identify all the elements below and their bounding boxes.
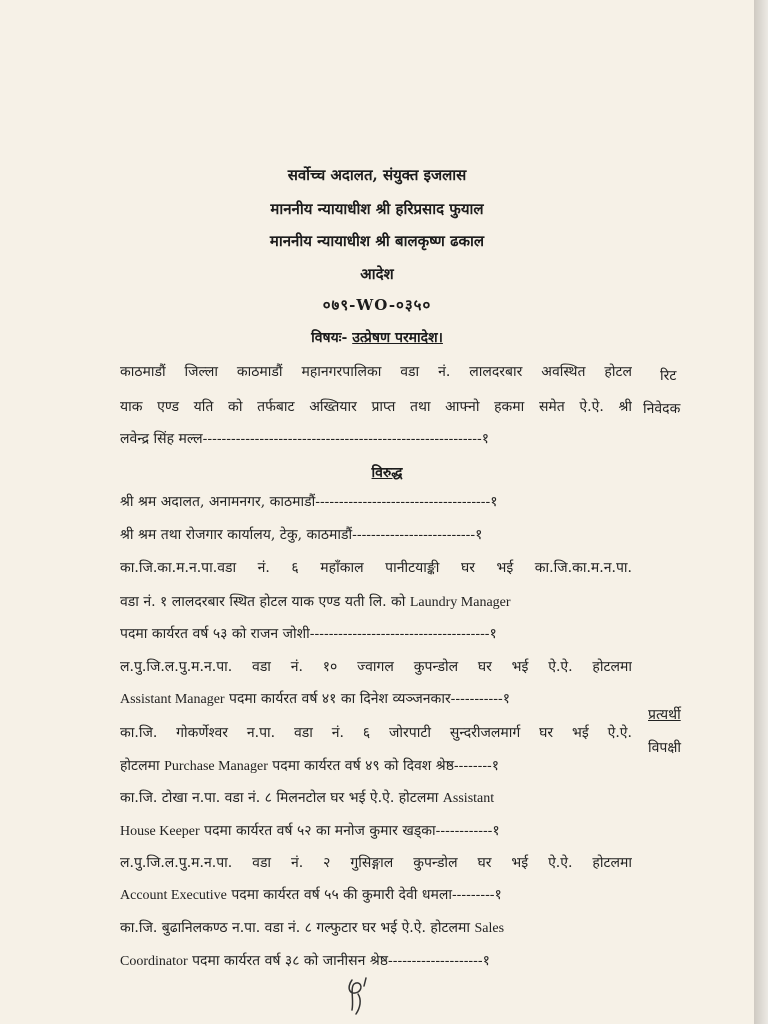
respondent-4-name: पदमा कार्यरत वर्ष ४१ का दिनेश व्यञ्जनकार-----------१ xyxy=(224,691,510,707)
subject-line xyxy=(0,328,754,347)
respondent-6-title-start: Assistant xyxy=(442,791,495,806)
judge-one: माननीय न्यायाधीश श्री हरिप्रसाद फुयाल xyxy=(270,200,484,218)
versus-heading: विरुद्ध xyxy=(371,465,403,481)
respondent-4-title: Assistant Manager xyxy=(120,692,225,707)
petitioner-line-3: लवेन्द्र सिंह मल्ल-----------------------------------------------------------१ xyxy=(120,431,490,447)
respondent-8-line-2 xyxy=(120,951,632,970)
respondent-2: श्री श्रम तथा रोजगार कार्यालय, टेकु, काठमाडौं--------------------------१ xyxy=(120,527,483,543)
respondent-5-prefix: होटलमा xyxy=(120,758,165,774)
respondent-8-line-1 xyxy=(120,918,632,937)
respondent-3-address: वडा नं. १ लालदरबार स्थित होटल याक एण्ड यती लि. को xyxy=(120,594,410,610)
respondent-7-line-2 xyxy=(120,885,632,904)
respondent-6-line-1 xyxy=(120,788,632,807)
respondent-6-name: पदमा कार्यरत वर्ष ५२ का मनोज कुमार खड्का------------१ xyxy=(199,823,500,839)
respondent-3-line-1: का.जि.का.म.न.पा.वडा नं. ६ महाँकाल पानीटयाङ्की घर भई का.जि.का.म.न.पा. xyxy=(120,560,632,576)
judge-two: माननीय न्यायाधीश श्री बालकृष्ण ढकाल xyxy=(269,232,485,250)
respondent-5-line-2 xyxy=(120,756,632,775)
signature-mark xyxy=(340,970,380,1018)
respondent-7-name: पदमा कार्यरत वर्ष ५५ की कुमारी देवी धमला---------१ xyxy=(226,887,502,903)
respondent-8-title-start: Sales xyxy=(474,921,505,936)
respondent-role-1: प्रत्यर्थी xyxy=(648,707,681,723)
respondent-5-name: पदमा कार्यरत वर्ष ४९ को दिवश श्रेष्ठ--------१ xyxy=(267,758,500,774)
page-edge xyxy=(754,0,768,1024)
respondent-1: श्री श्रम अदालत, अनामनगर, काठमाडौं-------------------------------------१ xyxy=(120,494,498,510)
respondent-8-name: पदमा कार्यरत वर्ष ३८ को जानीसन श्रेष्ठ--------------------१ xyxy=(187,953,490,969)
respondent-7-title: Account Executive xyxy=(120,888,227,903)
order-heading: आदेश xyxy=(360,265,394,283)
petitioner-role-1: रिट xyxy=(660,368,677,384)
case-number: ०७९-WO-०३५० xyxy=(322,296,432,314)
respondent-5-line-1: का.जि. गोकर्णेश्वर न.पा. वडा नं. ६ जोरपाटी सुन्दरीजलमार्ग घर भई ऐ.ऐ. xyxy=(120,725,632,741)
petitioner-line-1: काठमाडौं जिल्ला काठमाडौं महानगरपालिका वडा नं. लालदरबार अवस्थित होटल xyxy=(120,364,632,380)
subject-label: विषयः- xyxy=(311,330,348,346)
court-title: सर्वोच्च अदालत, संयुक्त इजलास xyxy=(287,166,467,184)
petitioner-role-2: निवेदक xyxy=(643,401,681,417)
petitioner-line-2: याक एण्ड यति को तर्फबाट अख्तियार प्राप्त तथा आफ्नो हकमा समेत ऐ.ऐ. श्री xyxy=(120,399,632,415)
respondent-3-line-3: पदमा कार्यरत वर्ष ५३ को राजन जोशी--------------------------------------१ xyxy=(120,626,497,642)
respondent-4-line-1: ल.पु.जि.ल.पु.म.न.पा. वडा नं. १० ज्वागल कुपन्डोल घर भई ऐ.ऐ. होटलमा xyxy=(120,659,632,675)
respondent-6-title-end: House Keeper xyxy=(120,824,200,839)
respondent-3-title: Laundry Manager xyxy=(409,595,511,610)
respondent-8-address: का.जि. बुढानिलकण्ठ न.पा. वडा नं. ८ गल्फुटार घर भई ऐ.ऐ. होटलमा xyxy=(120,920,475,936)
respondent-6-line-2 xyxy=(120,821,632,840)
respondent-8-title-end: Coordinator xyxy=(120,954,188,969)
respondent-4-line-2 xyxy=(120,689,632,708)
respondent-5-title: Purchase Manager xyxy=(164,759,268,774)
respondent-6-address: का.जि. टोखा न.पा. वडा नं. ८ मिलनटोल घर भई ऐ.ऐ. होटलमा xyxy=(120,790,443,806)
respondent-role-2: विपक्षी xyxy=(648,740,682,756)
subject-text: उत्प्रेषण परमादेश। xyxy=(352,330,443,346)
respondent-3-line-2 xyxy=(120,592,632,611)
respondent-7-line-1: ल.पु.जि.ल.पु.म.न.पा. वडा नं. २ गुसिङ्गाल कुपन्डोल घर भई ऐ.ऐ. होटलमा xyxy=(120,855,632,871)
